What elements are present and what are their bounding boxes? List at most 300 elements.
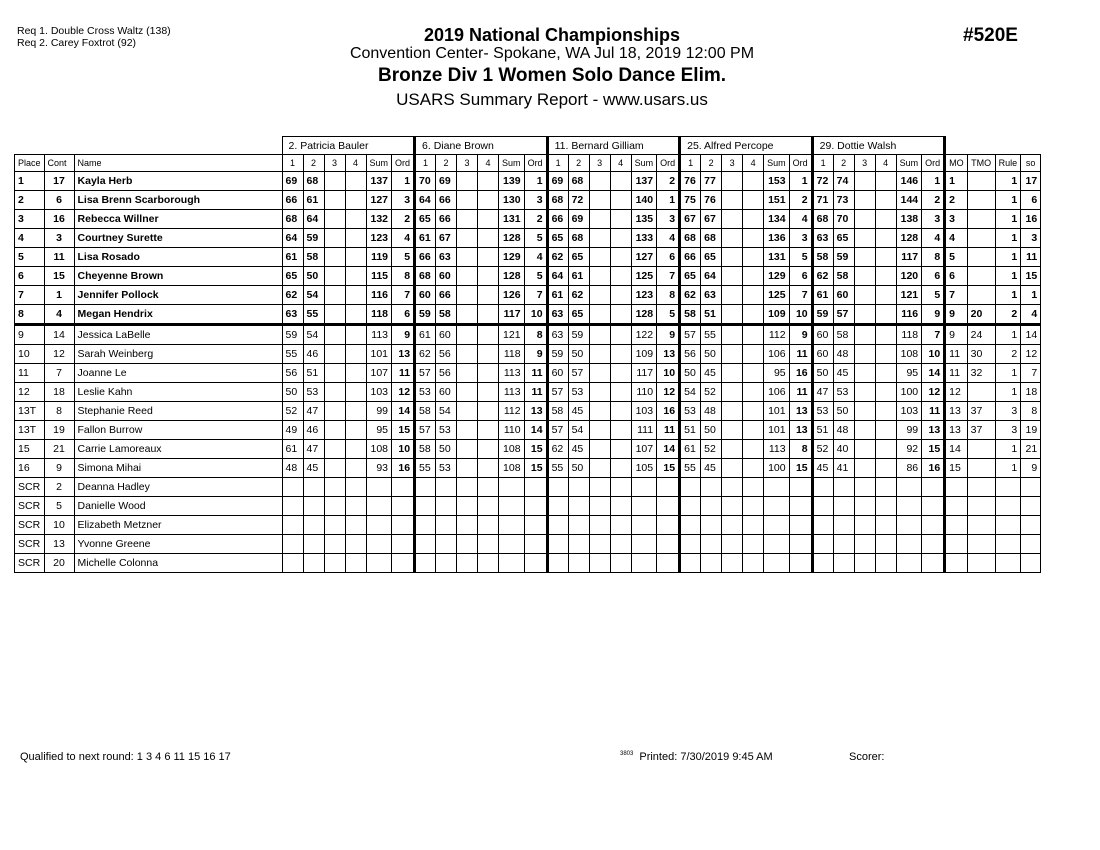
name-cell: Kayla Herb <box>74 172 282 191</box>
sum-cell: 131 <box>499 210 525 229</box>
sum-cell <box>896 554 922 573</box>
name-cell: Simona Mihai <box>74 459 282 478</box>
ordinal-cell: 16 <box>657 402 680 421</box>
score-cell <box>345 267 366 286</box>
score-cell: 53 <box>680 402 701 421</box>
score-cell <box>345 516 366 535</box>
score-cell <box>610 267 631 286</box>
score-cell <box>457 478 478 497</box>
score-cell <box>722 364 743 383</box>
mo-cell: 1 <box>945 172 968 191</box>
sum-cell: 128 <box>499 267 525 286</box>
rule-cell: 2 <box>995 305 1021 325</box>
blank-cell <box>945 137 1041 155</box>
ordinal-cell <box>392 535 415 554</box>
rule-cell <box>995 516 1021 535</box>
place-cell: SCR <box>15 535 45 554</box>
score-cell: 58 <box>547 402 568 421</box>
score-cell: 48 <box>833 345 854 364</box>
score-cell <box>722 440 743 459</box>
score-cell <box>589 229 610 248</box>
score-cell: 45 <box>812 459 833 478</box>
score-cell: 64 <box>415 191 436 210</box>
score-cell <box>345 229 366 248</box>
score-cell <box>345 248 366 267</box>
score-cell <box>345 191 366 210</box>
judge-name: 25. Alfred Percope <box>680 137 813 155</box>
score-cell <box>854 229 875 248</box>
score-cell <box>478 421 499 440</box>
table-row <box>15 305 1041 325</box>
score-cell: 50 <box>701 345 722 364</box>
score-cell <box>282 497 303 516</box>
sum-cell: 116 <box>896 305 922 325</box>
score-cell: 55 <box>303 305 324 325</box>
score-cell <box>589 554 610 573</box>
sum-cell: 111 <box>631 421 657 440</box>
ordinal-cell: 11 <box>922 402 945 421</box>
so-cell: 14 <box>1021 325 1041 345</box>
ordinal-cell: 4 <box>524 248 547 267</box>
score-cell: 54 <box>303 325 324 345</box>
score-cell <box>610 364 631 383</box>
ordinal-cell: 5 <box>657 305 680 325</box>
score-cell <box>457 383 478 402</box>
tmo-cell <box>967 210 995 229</box>
mo-cell: 12 <box>945 383 968 402</box>
score-cell: 52 <box>701 383 722 402</box>
score-cell <box>415 478 436 497</box>
score-cell <box>610 440 631 459</box>
name-cell: Sarah Weinberg <box>74 345 282 364</box>
score-cell <box>854 172 875 191</box>
col-header-name: Name <box>74 155 282 172</box>
ordinal-cell: 13 <box>922 421 945 440</box>
ordinal-cell <box>392 554 415 573</box>
score-cell <box>680 497 701 516</box>
score-cell <box>345 210 366 229</box>
so-cell: 3 <box>1021 229 1041 248</box>
tmo-cell <box>967 478 995 497</box>
mo-cell: 4 <box>945 229 968 248</box>
score-cell: 62 <box>282 286 303 305</box>
score-cell: 52 <box>282 402 303 421</box>
score-cell <box>345 383 366 402</box>
score-cell: 66 <box>282 191 303 210</box>
sum-cell <box>764 554 790 573</box>
rule-cell: 1 <box>995 286 1021 305</box>
score-cell <box>610 325 631 345</box>
col-header-place: Place <box>15 155 45 172</box>
score-cell <box>610 478 631 497</box>
score-cell: 51 <box>680 421 701 440</box>
score-cell: 68 <box>282 210 303 229</box>
score-cell: 66 <box>680 248 701 267</box>
score-cell <box>722 516 743 535</box>
score-cell: 50 <box>812 364 833 383</box>
col-header-judge: Sum <box>764 155 790 172</box>
score-cell <box>743 364 764 383</box>
score-cell: 47 <box>303 402 324 421</box>
score-cell: 64 <box>701 267 722 286</box>
score-cell <box>743 554 764 573</box>
ordinal-cell <box>657 535 680 554</box>
score-cell: 68 <box>568 229 589 248</box>
score-cell: 61 <box>568 267 589 286</box>
score-cell: 71 <box>812 191 833 210</box>
score-cell: 63 <box>282 305 303 325</box>
score-cell: 59 <box>282 325 303 345</box>
sum-cell: 137 <box>631 172 657 191</box>
cont-cell: 14 <box>44 325 74 345</box>
score-cell: 57 <box>547 383 568 402</box>
ordinal-cell: 9 <box>922 305 945 325</box>
score-cell: 76 <box>680 172 701 191</box>
sum-cell: 127 <box>366 191 392 210</box>
sum-cell: 133 <box>631 229 657 248</box>
score-cell <box>854 248 875 267</box>
place-cell: 12 <box>15 383 45 402</box>
score-cell <box>875 286 896 305</box>
ordinal-cell: 2 <box>657 172 680 191</box>
ordinal-cell: 4 <box>392 229 415 248</box>
score-cell <box>303 497 324 516</box>
ordinal-cell <box>922 497 945 516</box>
score-cell <box>324 364 345 383</box>
score-cell <box>743 229 764 248</box>
score-cell <box>568 497 589 516</box>
score-cell <box>610 516 631 535</box>
score-cell: 61 <box>415 325 436 345</box>
ordinal-cell: 7 <box>392 286 415 305</box>
score-cell <box>457 345 478 364</box>
col-header-judge: 2 <box>436 155 457 172</box>
score-cell <box>324 535 345 554</box>
score-cell: 48 <box>833 421 854 440</box>
score-cell <box>854 267 875 286</box>
ordinal-cell: 14 <box>922 364 945 383</box>
score-cell <box>680 516 701 535</box>
sum-cell: 137 <box>366 172 392 191</box>
ordinal-cell: 6 <box>922 267 945 286</box>
name-cell: Yvonne Greene <box>74 535 282 554</box>
score-cell <box>875 248 896 267</box>
score-cell: 55 <box>282 345 303 364</box>
place-cell: 11 <box>15 364 45 383</box>
place-cell: 13T <box>15 421 45 440</box>
printed-datetime: Printed: 7/30/2019 9:45 AM <box>639 751 773 763</box>
score-cell <box>589 478 610 497</box>
ordinal-cell: 16 <box>922 459 945 478</box>
ordinal-cell <box>524 516 547 535</box>
score-cell: 66 <box>415 248 436 267</box>
score-cell: 49 <box>282 421 303 440</box>
score-cell <box>324 383 345 402</box>
ordinal-cell <box>922 554 945 573</box>
ordinal-cell: 7 <box>789 286 812 305</box>
score-cell: 56 <box>680 345 701 364</box>
score-cell: 68 <box>568 172 589 191</box>
score-cell: 56 <box>282 364 303 383</box>
so-cell: 12 <box>1021 345 1041 364</box>
sum-cell: 151 <box>764 191 790 210</box>
sum-cell: 130 <box>499 191 525 210</box>
cont-cell: 21 <box>44 440 74 459</box>
table-row <box>15 402 1041 421</box>
score-cell: 62 <box>680 286 701 305</box>
place-cell: SCR <box>15 516 45 535</box>
table-row <box>15 535 1041 554</box>
score-cell: 45 <box>303 459 324 478</box>
so-cell: 6 <box>1021 191 1041 210</box>
score-cell: 62 <box>547 440 568 459</box>
score-cell: 61 <box>282 440 303 459</box>
sum-cell: 108 <box>896 345 922 364</box>
score-cell <box>345 325 366 345</box>
ordinal-cell: 15 <box>524 440 547 459</box>
ordinal-cell: 6 <box>657 248 680 267</box>
col-header-judge: Sum <box>896 155 922 172</box>
score-cell <box>324 554 345 573</box>
score-cell: 67 <box>680 210 701 229</box>
score-cell <box>589 459 610 478</box>
col-header-judge: 2 <box>701 155 722 172</box>
place-cell: 1 <box>15 172 45 191</box>
col-header-judge: Ord <box>789 155 812 172</box>
score-cell: 57 <box>833 305 854 325</box>
score-cell <box>680 478 701 497</box>
sum-cell: 122 <box>631 325 657 345</box>
qualified-list: Qualified to next round: 1 3 4 6 11 15 16 17 <box>20 751 231 763</box>
score-cell <box>282 554 303 573</box>
score-cell <box>854 383 875 402</box>
sum-cell <box>366 554 392 573</box>
ordinal-cell <box>789 497 812 516</box>
score-cell: 68 <box>415 267 436 286</box>
ordinal-cell: 1 <box>524 172 547 191</box>
score-cell <box>875 229 896 248</box>
ordinal-cell: 8 <box>392 267 415 286</box>
score-cell <box>589 191 610 210</box>
tmo-cell: 24 <box>967 325 995 345</box>
score-cell: 68 <box>303 172 324 191</box>
table-row <box>15 210 1041 229</box>
score-cell: 65 <box>568 248 589 267</box>
score-cell: 55 <box>415 459 436 478</box>
score-cell <box>722 478 743 497</box>
sum-cell: 101 <box>764 402 790 421</box>
score-cell: 63 <box>701 286 722 305</box>
score-cell: 53 <box>833 383 854 402</box>
score-cell <box>457 248 478 267</box>
score-cell <box>436 516 457 535</box>
score-cell <box>722 229 743 248</box>
sum-cell: 140 <box>631 191 657 210</box>
column-header-row <box>15 155 1041 172</box>
ordinal-cell <box>922 535 945 554</box>
score-cell <box>722 383 743 402</box>
score-cell: 60 <box>812 325 833 345</box>
sum-cell <box>764 516 790 535</box>
score-cell: 45 <box>701 459 722 478</box>
place-cell: 8 <box>15 305 45 325</box>
score-cell <box>324 325 345 345</box>
ordinal-cell: 1 <box>392 172 415 191</box>
rule-cell: 1 <box>995 172 1021 191</box>
score-cell <box>589 210 610 229</box>
score-cell: 60 <box>436 325 457 345</box>
tmo-cell: 37 <box>967 421 995 440</box>
name-cell: Carrie Lamoreaux <box>74 440 282 459</box>
ordinal-cell: 6 <box>392 305 415 325</box>
name-cell: Megan Hendrix <box>74 305 282 325</box>
score-cell <box>547 516 568 535</box>
score-cell <box>324 229 345 248</box>
judge-name: 11. Bernard Gilliam <box>547 137 680 155</box>
so-cell: 11 <box>1021 248 1041 267</box>
mo-cell: 2 <box>945 191 968 210</box>
score-cell <box>812 535 833 554</box>
score-cell <box>743 210 764 229</box>
score-cell <box>457 516 478 535</box>
score-cell <box>854 325 875 345</box>
place-cell: SCR <box>15 554 45 573</box>
score-cell <box>303 535 324 554</box>
score-cell <box>478 440 499 459</box>
sum-cell <box>896 535 922 554</box>
score-cell <box>478 229 499 248</box>
score-cell <box>589 286 610 305</box>
ordinal-cell: 9 <box>789 325 812 345</box>
score-cell <box>324 305 345 325</box>
col-header-judge: Sum <box>499 155 525 172</box>
name-cell: Elizabeth Metzner <box>74 516 282 535</box>
score-cell: 58 <box>436 305 457 325</box>
score-cell: 75 <box>680 191 701 210</box>
score-cell <box>478 305 499 325</box>
score-cell: 63 <box>436 248 457 267</box>
score-cell <box>589 364 610 383</box>
col-header-judge: 1 <box>282 155 303 172</box>
score-cell <box>478 535 499 554</box>
sum-cell: 129 <box>499 248 525 267</box>
score-cell: 47 <box>812 383 833 402</box>
printed-info <box>620 751 773 763</box>
score-cell <box>875 172 896 191</box>
ordinal-cell: 3 <box>657 210 680 229</box>
ordinal-cell: 1 <box>657 191 680 210</box>
cont-cell: 3 <box>44 229 74 248</box>
score-cell <box>854 516 875 535</box>
sum-cell: 128 <box>499 229 525 248</box>
score-cell <box>743 305 764 325</box>
col-header-judge: 2 <box>303 155 324 172</box>
sum-cell <box>499 478 525 497</box>
score-cell: 45 <box>568 440 589 459</box>
ordinal-cell: 8 <box>922 248 945 267</box>
score-cell <box>743 535 764 554</box>
so-cell <box>1021 554 1041 573</box>
sum-cell <box>631 554 657 573</box>
sum-cell: 100 <box>896 383 922 402</box>
score-cell <box>701 478 722 497</box>
col-header-judge: 3 <box>457 155 478 172</box>
cont-cell: 17 <box>44 172 74 191</box>
score-cell <box>743 516 764 535</box>
venue-datetime: Convention Center- Spokane, WA Jul 18, 2019 12:00 PM <box>349 45 755 62</box>
score-cell: 55 <box>547 459 568 478</box>
rule-cell: 1 <box>995 364 1021 383</box>
ordinal-cell: 14 <box>657 440 680 459</box>
score-cell: 50 <box>568 345 589 364</box>
score-cell <box>854 459 875 478</box>
sum-cell: 135 <box>631 210 657 229</box>
ordinal-cell <box>392 497 415 516</box>
sum-cell: 120 <box>896 267 922 286</box>
sum-cell: 103 <box>366 383 392 402</box>
cont-cell: 11 <box>44 248 74 267</box>
score-cell: 58 <box>812 248 833 267</box>
mo-cell <box>945 554 968 573</box>
mo-cell: 3 <box>945 210 968 229</box>
score-cell: 58 <box>680 305 701 325</box>
score-cell <box>610 172 631 191</box>
rule-cell: 1 <box>995 459 1021 478</box>
score-cell: 57 <box>680 325 701 345</box>
score-cell <box>833 516 854 535</box>
score-cell: 59 <box>547 345 568 364</box>
score-cell <box>854 478 875 497</box>
score-cell <box>457 459 478 478</box>
score-cell <box>812 516 833 535</box>
col-header-tail: MO <box>945 155 968 172</box>
score-cell: 48 <box>701 402 722 421</box>
judge-name: 6. Diane Brown <box>415 137 548 155</box>
score-cell <box>457 172 478 191</box>
score-cell <box>854 191 875 210</box>
score-cell <box>478 267 499 286</box>
ordinal-cell: 16 <box>789 364 812 383</box>
sum-cell <box>366 535 392 554</box>
cont-cell: 16 <box>44 210 74 229</box>
score-cell <box>722 191 743 210</box>
score-cell <box>478 191 499 210</box>
sum-cell: 117 <box>896 248 922 267</box>
score-cell <box>854 497 875 516</box>
score-cell <box>610 402 631 421</box>
cont-cell: 9 <box>44 459 74 478</box>
score-cell <box>743 267 764 286</box>
score-cell: 55 <box>680 459 701 478</box>
col-header-judge: Sum <box>631 155 657 172</box>
cont-cell: 1 <box>44 286 74 305</box>
ordinal-cell: 3 <box>789 229 812 248</box>
score-cell <box>345 535 366 554</box>
ordinal-cell: 13 <box>789 402 812 421</box>
table-row <box>15 440 1041 459</box>
rule-cell: 2 <box>995 345 1021 364</box>
sum-cell: 118 <box>366 305 392 325</box>
score-cell <box>854 210 875 229</box>
score-cell: 45 <box>701 364 722 383</box>
col-header-judge: 4 <box>610 155 631 172</box>
rule-cell <box>995 535 1021 554</box>
score-cell <box>282 535 303 554</box>
tmo-cell <box>967 248 995 267</box>
score-cell <box>457 325 478 345</box>
score-cell <box>589 497 610 516</box>
sum-cell: 134 <box>764 210 790 229</box>
